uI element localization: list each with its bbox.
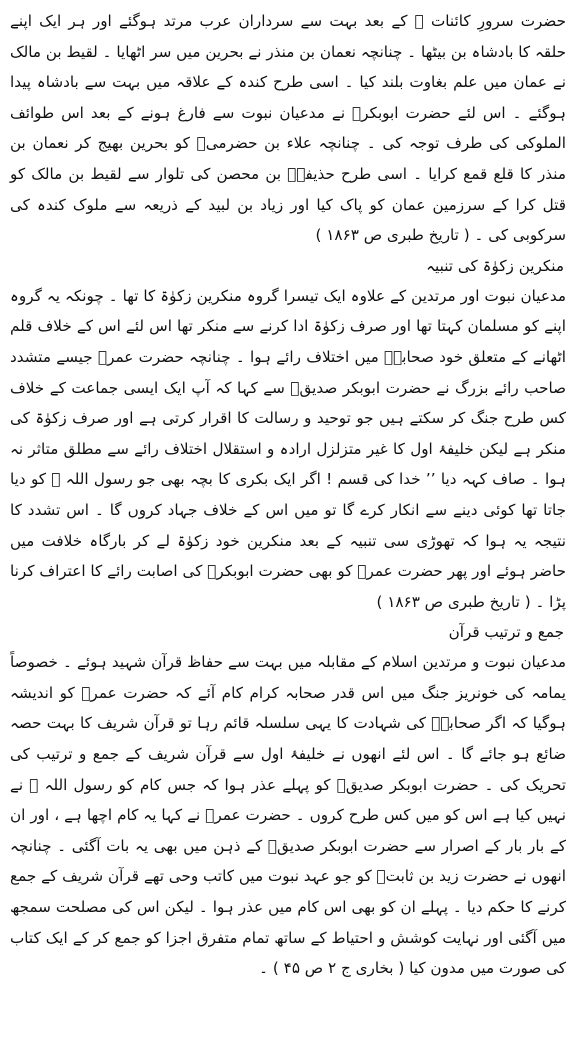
paragraph-zakat-deniers: مدعیان نبوت اور مرتدین کے علاوہ ایک تیسرا گروہ منکرین زکوٰۃ کا تھا ۔ چونکہ یہ گروہ اپنے کو مسلمان کہتا تھا اور صرف زکوٰۃ ادا کرنے سے منکر تھا اس لئے اس کے خلاف قلم اٹھانے کے متعلق خود صحابہؓ میں اختلاف رائے ہوا ۔ چنانچہ حضرت عمرؓ جیسے متشدد صاحب رائے بزرگ نے حضرت ابوبکر صدیقؓ سے کہا کہ آپ ایک ایسی جماعت کے خلاف کس طرح جنگ کر سکتے ہیں جو توحید و رسالت کا اقرار کرتی ہے اور صرف زکوٰۃ کی منکر ہے لیکن خلیفۂ اول کا غیر متزلزل ارادہ و استقلال اختلاف رائے سے مطلق متاثر نہ ہوا ۔ صاف کہہ دیا ’’ خدا کی قسم ! اگر ایک بکری کا بچہ بھی جو رسول اللہ ﷺ کو دیا جاتا تھا کوئی دینے سے انکار کرے گا تو میں اس کے خلاف جہاد کروں گا ۔ اس تشدد کا نتیجہ یہ ہوا کہ تھوڑی سی تنبیہ کے بعد منکرین خود زکوٰۃ لے کر بارگاہ خلافت میں حاضر ہوئے اور پھر حضرت عمرؓ کو بھی حضرت ابوبکرؓ کی اصابت رائے کا اعتراف کرنا پڑا ۔ ( تاریخ طبری ص ۱۸۶۳ ) <box>10 286 566 611</box>
paragraph-apostasy-kings: حضرت سرورِ کائنات ﷺ کے بعد بہت سے سرداران عرب مرتد ہوگئے اور ہر ایک اپنے حلقہ کا بادشاہ بن بیٹھا ۔ چنانچہ نعمان بن منذر نے بحرین میں سر اٹھایا ۔ لقیط بن مالک نے عمان میں علم بغاوت بلند کیا ۔ اسی طرح کندہ کے علاقہ میں بہت سے بادشاہ پیدا ہوگئے ۔ اس لئے حضرت ابوبکرؓ نے مدعیان نبوت سے فارغ ہونے کے بعد اس طوائف الملوکی کی طرف توجہ کی ۔ چنانچہ علاء بن حضرمیؓ کو بحرین بھیج کر نعمان بن منذر کا قلع قمع کرایا ۔ اسی طرح حذیفہؓ بن محصن کی تلوار سے لقیط بن مالک کو قتل کرا کے سرزمین عمان کو پاک کیا اور زیاد بن لبید کے ذریعہ سے ملوک کندہ کی سرکوبی کی ۔ ( تاریخ طبری ص ۱۸۶۳ ) <box>10 12 566 245</box>
heading-zakat-deniers: منکرین زکوٰۃ کی تنبیہ <box>426 256 564 275</box>
heading-quran-compilation: جمع و ترتیب قرآن <box>448 623 564 642</box>
paragraph-quran-compilation: مدعیان نبوت و مرتدین اسلام کے مقابلہ میں بہت سے حفاظ قرآن شہید ہوئے ۔ خصوصاً یمامہ کی خونریز جنگ میں اس قدر صحابہ کرام کام آئے کہ حضرت عمرؓ کو اندیشہ ہوگیا کہ اگر صحابہؓ کی شہادت کا یہی سلسلہ قائم رہا تو قرآن شریف کا بہت حصہ ضائع ہو جائے گا ۔ اس لئے انھوں نے خلیفۂ اول سے قرآن شریف کے جمع و ترتیب کی تحریک کی ۔ حضرت ابوبکر صدیقؓ کو پہلے عذر ہوا کہ جس کام کو رسول اللہ ﷺ نے نہیں کیا ہے اس کو میں کس طرح کروں ۔ حضرت عمرؓ نے کہا یہ کام اچھا ہے ، اور ان کے بار بار کے اصرار سے حضرت ابوبکر صدیقؓ کے ذہن میں بھی یہ بات آگئی ۔ چنانچہ انھوں نے حضرت زید بن ثابتؓ کو جو عہد نبوت میں کاتب وحی تھے قرآن شریف کے جمع کرنے کا حکم دیا ۔ پہلے ان کو بھی اس کام میں عذر ہوا ۔ لیکن اس کی مصلحت سمجھ میں آگئی اور نہایت کوشش و احتیاط کے ساتھ تمام متفرق اجزا کو جمع کر کے ایک کتاب کی صورت میں مدون کیا ( بخاری ج ۲ ص ۴۵ ) ۔ <box>10 653 566 978</box>
